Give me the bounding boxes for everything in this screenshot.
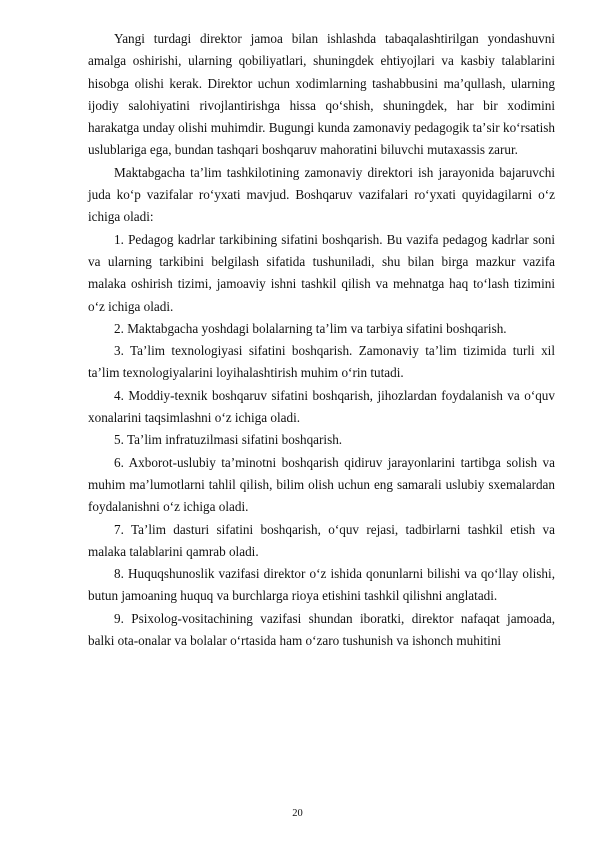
paragraph-duties-overview: Maktabgacha taʼlim tashkilotining zamonaviy direktori ish jarayonida bajaruvchi juda koʻp vazifalar roʻyxati mavjud. Boshqaruv vazifalari roʻyxati quyidagilarni oʻz ichiga oladi: — [88, 164, 555, 225]
paragraph-intro: Yangi turdagi direktor jamoa bilan ishlashda tabaqalashtirilgan yondashuvni amalga oshirishi, ularning qobiliyatlari, shuningdek ehtiyojlari va kasbiy talablarini hisobga olishi kerak. Direktor uchun xodimlarning tashabbusini maʼqullash, ularning ijodiy salohiyatini rivojlantirishga hissa qoʻshish, shuningdek, har bir xodimini harakatga unday olishi muhimdir. Bugungi kunda zamonaviy pedagogik taʼsir koʻrsatish uslublariga ega, bundan tashqari boshqaruv mahoratini biluvchi mutaxassis zarur. — [88, 31, 555, 158]
list-item-3: 3. Taʼlim texnologiyasi sifatini boshqarish. Zamonaviy taʼlim tizimida turli xil taʼlim texnologiyalarini loyihalashtirish muhim oʻrin tutadi. — [88, 343, 555, 381]
page-number: 20 — [292, 808, 303, 819]
list-item-7: 7. Taʼlim dasturi sifatini boshqarish, oʻquv rejasi, tadbirlarni tashkil etish va malaka talablarini qamrab oladi. — [88, 521, 555, 559]
list-item-1: 1. Pedagog kadrlar tarkibining sifatini boshqarish. Bu vazifa pedagog kadrlar soni va ularning tarkibini belgilash sifatida tushuniladi, shu bilan birga mazkur vazifa malaka oshirish tizimi, jamoaviy ishni tashkil qilish va mehnatga haq toʻlash tizimini oʻz ichiga oladi. — [88, 231, 555, 314]
list-item-8: 8. Huquqshunoslik vazifasi direktor oʻz ishida qonunlarni bilishi va qoʻllay olishi, butun jamoaning huquq va burchlarga rioya etishini tashkil qilishni anglatadi. — [88, 566, 555, 604]
list-item-9: 9. Psixolog-vositachining vazifasi shundan iboratki, direktor nafaqat jamoada, balki ota-onalar va bolalar oʻrtasida ham oʻzaro tushunish va ishonch muhitini — [88, 610, 555, 649]
document-body — [88, 28, 555, 652]
list-item-4: 4. Moddiy-texnik boshqaruv sifatini boshqarish, jihozlardan foydalanish va oʻquv xonalarini taqsimlashni oʻz ichiga oladi. — [88, 387, 555, 426]
list-item-5: 5. Taʼlim infratuzilmasi sifatini boshqarish. — [114, 432, 343, 448]
list-item-2: 2. Maktabgacha yoshdagi bolalarning taʼlim va tarbiya sifatini boshqarish. — [114, 320, 507, 336]
list-item-6: 6. Axborot-uslubiy taʼminotni boshqarish qidiruv jarayonlarini tartibga solish va muhim maʼlumotlarni tahlil qilish, bilim olish uchun eng samarali uslubiy sxemalardan foydalanishni oʻz ichiga oladi. — [88, 454, 555, 515]
